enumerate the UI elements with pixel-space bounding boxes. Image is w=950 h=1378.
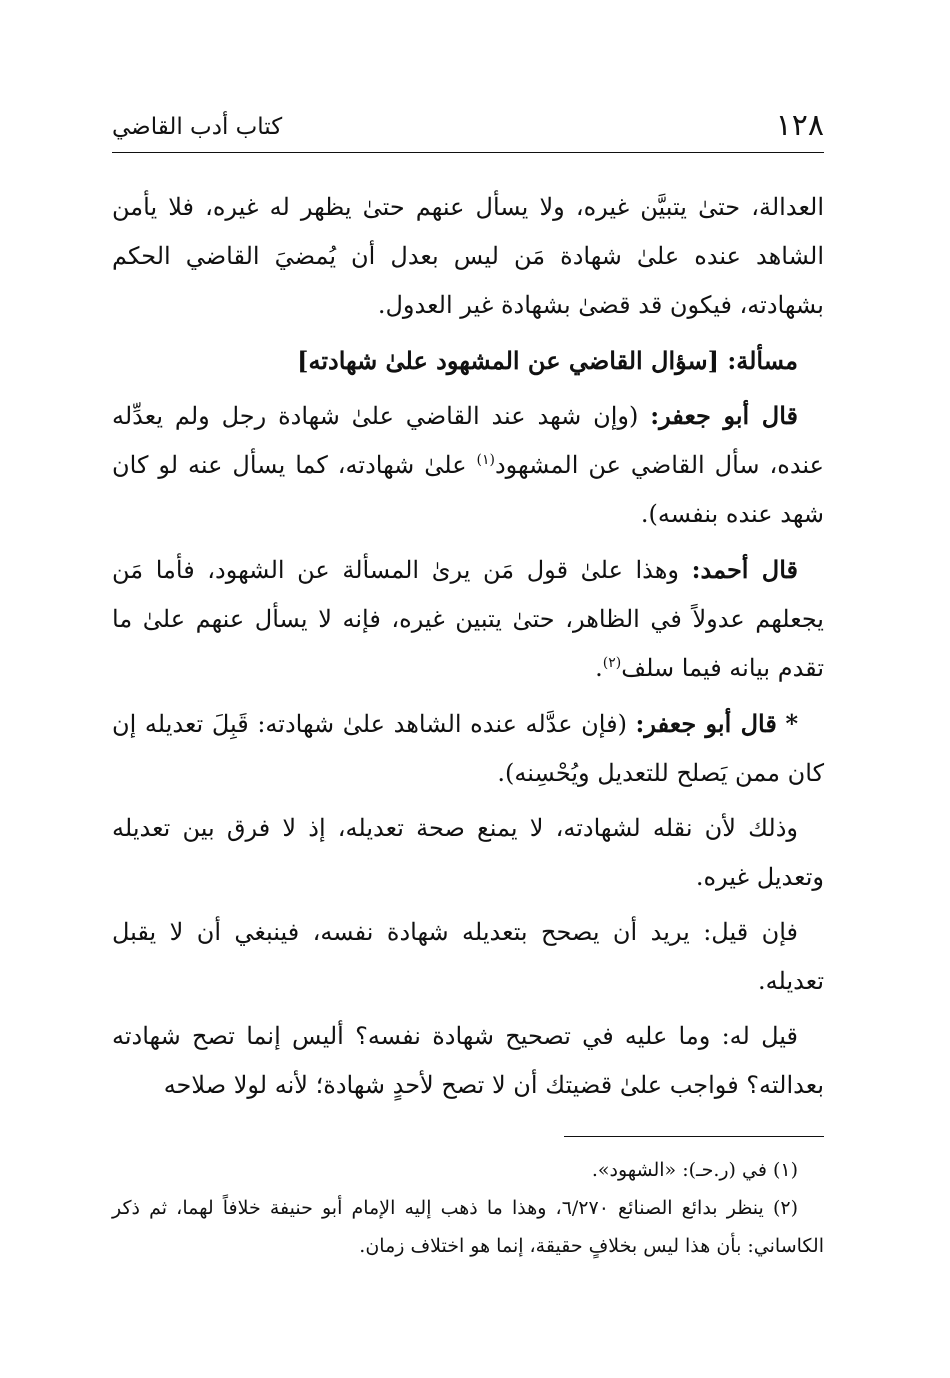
speaker-label: قال أحمد: xyxy=(691,555,798,584)
footnote-1: (١) في (ر.حـ): «الشهود». xyxy=(591,1159,798,1181)
paragraph-objection: فإن قيل: يريد أن يصحح بتعديله شهادة نفسه، فينبغي أن لا يقبل تعديله. xyxy=(112,918,824,995)
paragraph-text: . xyxy=(595,654,603,682)
speaker-label: قال أبو جعفر: xyxy=(650,401,798,430)
paragraph-abu-jafar-2 xyxy=(112,699,824,798)
footnotes xyxy=(112,1151,824,1265)
book-title: كتاب أدب القاضي xyxy=(112,114,283,140)
book-page xyxy=(112,100,824,1265)
running-header xyxy=(112,100,824,153)
paragraph-explanation: وذلك لأن نقله لشهادته، لا يمنع صحة تعديله، إذ لا فرق بين تعديله وتعديل غيره. xyxy=(112,814,824,891)
footnote-2: (٢) ينظر بدائع الصنائع ٦/٢٧٠، وهذا ما ذهب إليه الإمام أبو حنيفة خلافاً لهما، ثم ذكر الكاساني: بأن هذا ليس بخلافٍ حقيقة، إنما هو اختلاف زمان. xyxy=(112,1197,824,1257)
paragraph-abu-jafar-1 xyxy=(112,391,824,539)
paragraph-ahmad xyxy=(112,545,824,693)
page-number: ١٢٨ xyxy=(775,108,824,143)
speaker-label: قال أبو جعفر: xyxy=(635,709,777,738)
paragraph-reply: قيل له: وما عليه في تصحيح شهادة نفسه؟ أليس إنما تصح شهادته بعدالته؟ فواجب علىٰ قضيتك أن لا تصح لأحدٍ شهادة؛ لأنه لولا صلاحه xyxy=(112,1022,824,1099)
paragraph-text: (فإن عدَّله عنده الشاهد علىٰ شهادته: قَبِلَ تعديله إن كان ممن يَصلح للتعديل ويُحْسِنه). xyxy=(112,710,824,787)
star-marker: * xyxy=(785,709,798,738)
footnote-marker-2[interactable]: (٢) xyxy=(602,655,622,671)
footnote-divider xyxy=(564,1136,824,1137)
paragraph-continuation: العدالة، حتىٰ يتبيَّن غيره، ولا يسأل عنهم حتىٰ يظهر له غيره، فلا يأمن الشاهد عنده علىٰ شهادة مَن ليس بعدل أن يُمضيَ القاضي الحكم بشهادته، فيكون قد قضىٰ بشهادة غير العدول. xyxy=(112,193,824,319)
paragraph-text: وهذا علىٰ قول مَن يرىٰ المسألة عن الشهود، فأما مَن يجعلهم عدولاً في الظاهر، حتىٰ يتبين غيره، فإنه لا يسأل عنهم علىٰ ما تقدم بيانه فيما سلف xyxy=(112,556,824,682)
main-text xyxy=(112,183,824,1110)
paragraph-text: (وإن شهد عند القاضي علىٰ شهادة رجل ولم يعدِّله عنده، سأل القاضي عن المشهود xyxy=(112,402,824,479)
paragraph-text: علىٰ شهادته، كما يسأل عنه لو كان شهد عنده بنفسه). xyxy=(112,451,824,528)
footnote-marker-1[interactable]: (١) xyxy=(476,452,495,468)
section-heading: مسألة: [سؤال القاضي عن المشهود علىٰ شهادته] xyxy=(297,346,798,375)
